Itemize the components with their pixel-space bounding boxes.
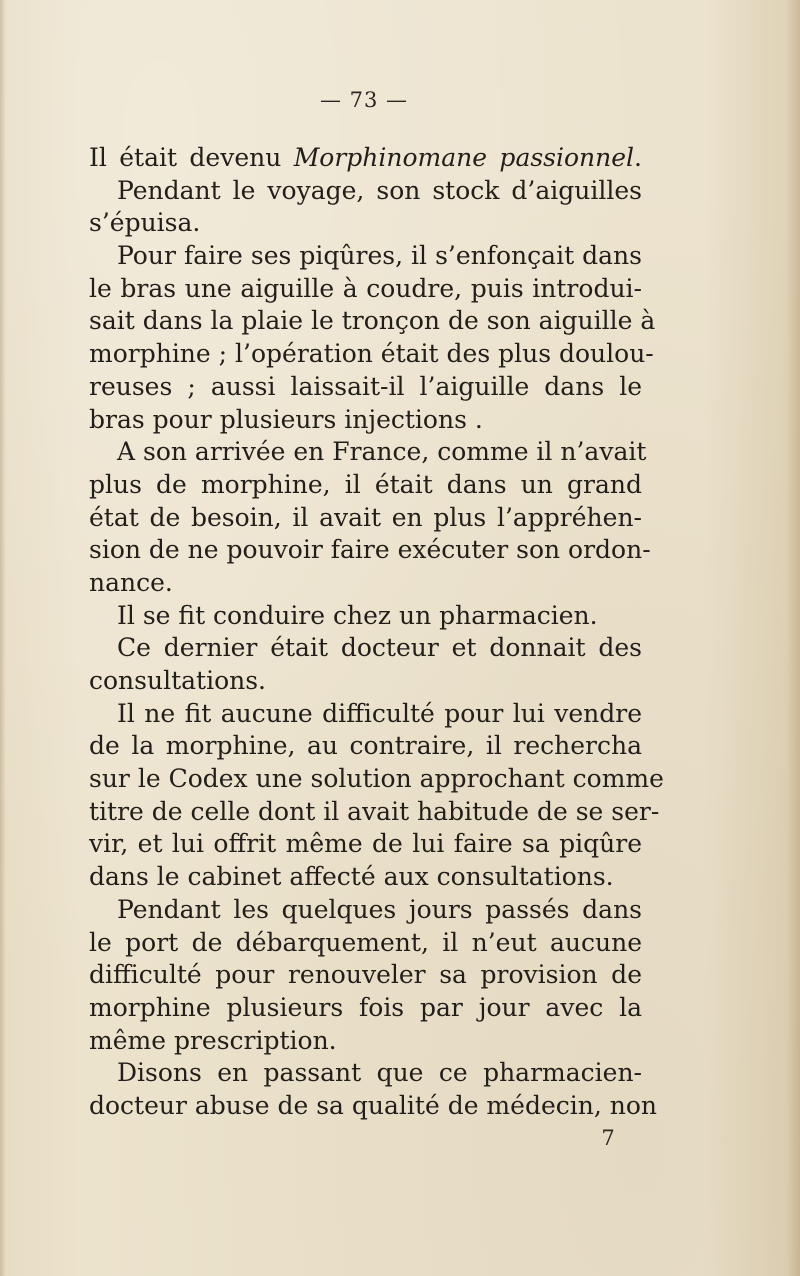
text-line-22: vir, et lui offrit même de lui faire sa piqûre xyxy=(89,829,642,859)
line-1-part-a: Il était devenu xyxy=(89,143,294,172)
text-line-27: morphine plusieurs fois par jour avec la xyxy=(89,992,642,1022)
text-line-25: le port de débarquement, il n’eut aucune xyxy=(89,927,642,957)
text-line-11: plus de morphine, il était dans un grand xyxy=(89,469,642,499)
text-line-23: dans le cabinet affecté aux consultations. xyxy=(89,862,614,892)
text-line-28: même prescription. xyxy=(89,1025,337,1055)
text-line-7: morphine ; l’opération était des plus doulou- xyxy=(89,339,654,369)
text-line-3: s’épuisa. xyxy=(89,208,201,238)
text-line-21: titre de celle dont il avait habitude de se ser- xyxy=(89,796,660,826)
text-line-12: état de besoin, il avait en plus l’appréhen- xyxy=(89,502,642,532)
text-line-5: le bras une aiguille à coudre, puis introdui- xyxy=(89,273,642,303)
text-line-8: reuses ; aussi laissait-il l’aiguille dans le xyxy=(89,371,642,401)
text-line-10: A son arrivée en France, comme il n’avait xyxy=(117,437,647,467)
text-line-13: sion de ne pouvoir faire exécuter son ordon- xyxy=(89,535,651,565)
page-left-shadow xyxy=(0,0,6,1276)
text-line-19: de la morphine, au contraire, il rechercha xyxy=(89,731,642,761)
text-line-18: Il ne fit aucune difficulté pour lui vendre xyxy=(117,698,642,728)
text-line-17: consultations. xyxy=(89,666,267,695)
body-text xyxy=(89,142,664,1123)
text-line-2: Pendant le voyage, son stock d’aiguilles xyxy=(117,175,642,205)
text-line-4: Pour faire ses piqûres, il s’enfonçait dans xyxy=(117,241,642,271)
text-line-30: docteur abuse de sa qualité de médecin, non xyxy=(89,1090,657,1120)
page-right-shadow xyxy=(786,0,800,1276)
text-line-16: Ce dernier était docteur et donnait des xyxy=(117,633,642,663)
text-line-9: bras pour plusieurs injections . xyxy=(89,404,483,434)
line-1-part-c: . xyxy=(634,143,642,172)
text-line-15: Il se fit conduire chez un pharmacien. xyxy=(117,600,598,630)
text-line-24: Pendant les quelques jours passés dans xyxy=(117,894,642,924)
line-1-emphasis: Morphinomane passionnel xyxy=(293,143,635,172)
text-line-29: Disons en passant que ce pharmacien- xyxy=(117,1058,642,1088)
signature-mark: 7 xyxy=(601,1126,615,1150)
text-line-14: nance. xyxy=(89,567,173,597)
text-line-1 xyxy=(89,142,642,175)
text-line-6: sait dans la plaie le tronçon de son aiguille à xyxy=(89,306,656,336)
page-number: — 73 — xyxy=(319,88,409,112)
text-line-20: sur le Codex une solution approchant comme xyxy=(89,764,664,794)
text-line-26: difficulté pour renouveler sa provision de xyxy=(89,960,642,990)
